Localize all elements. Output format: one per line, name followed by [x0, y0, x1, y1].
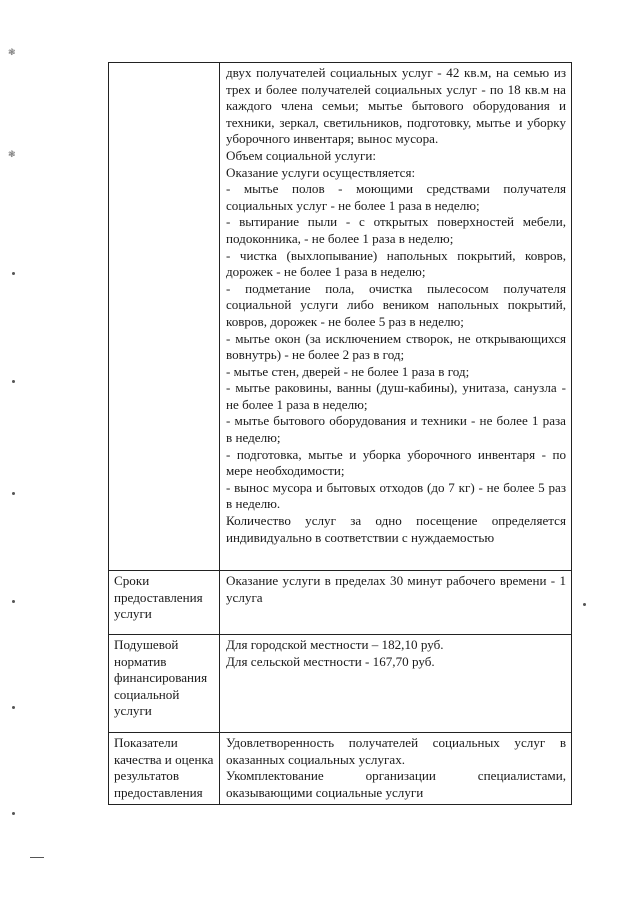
margin-dash [30, 857, 44, 858]
urban-norm: Для городской местности – 182,10 руб. [226, 637, 444, 652]
quantity-note: Количество услуг за одно посещение определяется индивидуально в соответствии с нуждаемостью [226, 513, 566, 545]
quality-value [220, 733, 572, 805]
duration-text: Оказание услуги в пределах 30 минут рабочего времени - 1 услуга [226, 573, 566, 605]
list-item: - мытье окон (за исключением створок, не открывающихся вовнутрь) - не более 2 раз в год; [226, 330, 566, 363]
list-item: - мытье стен, дверей - не более 1 раза в год; [226, 363, 470, 379]
empty-label-cell [109, 63, 220, 571]
margin-mark-2: ❃ [8, 150, 16, 160]
rural-norm: Для сельской местности - 167,70 руб. [226, 653, 435, 669]
service-description-cell [220, 63, 572, 571]
margin-dot-6 [12, 812, 15, 815]
list-item: - вытирание пыли - с открытых поверхностей мебели, подоконника, - не более 1 раза в неделю; [226, 214, 566, 246]
provision-heading: Оказание услуги осуществляется: [226, 164, 416, 180]
list-item: - чистка (выхлопывание) напольных покрытий, ковров, дорожек - не более 1 раза в неделю; [226, 247, 566, 280]
margin-dot-2 [12, 380, 15, 383]
quality-label: Показатели качества и оценка результатов предоставления [109, 733, 220, 805]
description-text: двух получателей социальных услуг - 42 кв.м, на семью из трех и более получателей социальных услуг - по 18 кв.м на каждого члена семьи; мытье бытового оборудования и техники, зеркал, светильников, подготовку, мытье и уборку уборочного инвентаря; вынос мусора. [226, 65, 566, 147]
list-item: - мытье раковины, ванны (душ-кабины), унитаза, санузла - не более 1 раза в неделю; [226, 380, 566, 412]
table-row-quality [109, 733, 572, 805]
margin-dot-4 [12, 600, 15, 603]
margin-dot-5 [12, 706, 15, 709]
margin-dot-1 [12, 272, 15, 275]
quality-satisfaction: Удовлетворенность получателей социальных услуг в оказанных социальных услугах. [226, 735, 566, 767]
list-item: - подметание пола, очистка пылесосом получателя социальной услуги либо веником напольных покрытий, ковров, дорожек - не более 5 раз в неделю; [226, 280, 566, 329]
funding-norm-label: Подушевой норматив финансирования социальной услуги [109, 635, 220, 733]
margin-dot-3 [12, 492, 15, 495]
list-item: - подготовка, мытье и уборка уборочного инвентаря - по мере необходимости; [226, 446, 566, 479]
list-item: - мытье бытового оборудования и техники - не более 1 раза в неделю; [226, 413, 566, 446]
table-row-duration [109, 571, 572, 635]
list-item: - мытье полов - моющими средствами получателя социальных услуг - не более 1 раза в неделю; [226, 181, 566, 213]
services-table [108, 62, 572, 805]
table-row-funding-norm [109, 635, 572, 733]
margin-dot-7 [583, 603, 586, 606]
table-row-service-description [109, 63, 572, 571]
volume-heading: Объем социальной услуги: [226, 147, 377, 163]
funding-norm-value [220, 635, 572, 733]
duration-label: Сроки предоставления услуги [109, 571, 220, 635]
list-item: - вынос мусора и бытовых отходов (до 7 кг) - не более 5 раз в неделю. [226, 479, 566, 512]
quality-staffing: Укомплектование организации специалистами, оказывающими социальные услуги [226, 768, 566, 800]
duration-value [220, 571, 572, 635]
margin-mark-1: ❃ [8, 48, 16, 58]
